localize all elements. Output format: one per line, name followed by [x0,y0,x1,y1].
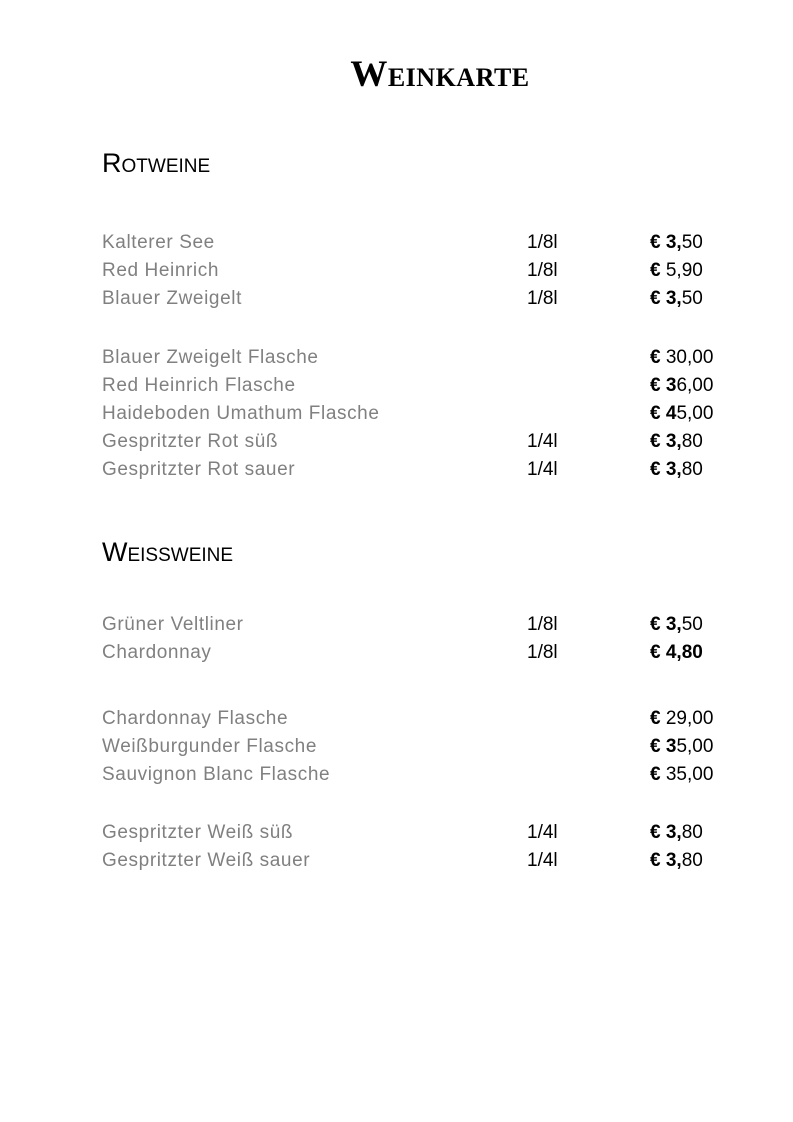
wine-row [0,761,793,789]
wine-name: Red Heinrich [102,260,220,281]
wine-name: Chardonnay Flasche [102,708,289,729]
wine-name: Red Heinrich Flasche [102,375,296,396]
price-rest: 5,00 [676,736,714,757]
wine-price [650,428,703,456]
price-emphasis: 3, [665,232,682,253]
price-rest: 35,00 [665,764,714,785]
wine-row [0,819,793,847]
currency-symbol: € [650,850,661,871]
price-rest: 5,90 [665,260,703,281]
wine-row [0,257,793,285]
currency-symbol: € [650,232,661,253]
currency-symbol: € [650,708,661,729]
wine-size: 1/8l [527,288,558,309]
price-rest: 30,00 [665,347,714,368]
wine-price [650,400,713,428]
price-rest: 80 [681,850,703,871]
wine-name: Blauer Zweigelt Flasche [102,347,319,368]
wine-row [0,400,793,428]
wine-name: Gespritzter Weiß süß [102,822,294,843]
wine-name: Gespritzter Rot sauer [102,459,296,480]
wine-price [650,257,703,285]
price-emphasis: 3, [665,614,682,635]
currency-symbol: € [650,822,661,843]
wine-name: Kalterer See [102,232,215,253]
currency-symbol: € [650,288,661,309]
wine-size: 1/4l [527,850,558,871]
section-heading-weissweine: Weißweine [102,537,234,567]
wine-size: 1/4l [527,459,558,480]
wine-price [650,344,713,372]
currency-symbol: € [650,375,661,396]
price-rest: 50 [681,232,703,253]
price-rest: 80 [681,822,703,843]
currency-symbol: € [650,431,661,452]
currency-symbol: € [650,614,661,635]
price-rest: 80 [681,431,703,452]
wine-price [650,611,703,639]
wine-name: Weißburgunder Flasche [102,736,318,757]
wine-row [0,456,793,484]
price-emphasis: 4,80 [665,642,703,663]
wine-row [0,611,793,639]
wine-price [650,705,713,733]
wine-price [650,847,703,875]
price-rest: 29,00 [665,708,714,729]
wine-price [650,639,703,667]
currency-symbol: € [650,260,661,281]
wine-price [650,285,703,313]
price-emphasis: 3, [665,431,682,452]
wine-name: Haideboden Umathum Flasche [102,403,380,424]
page-title: Weinkarte [350,54,530,95]
price-emphasis: 3, [665,288,682,309]
wine-price [650,229,703,257]
currency-symbol: € [650,736,661,757]
currency-symbol: € [650,347,661,368]
price-emphasis: 3 [665,375,677,396]
currency-symbol: € [650,764,661,785]
currency-symbol: € [650,403,661,424]
wine-size: 1/8l [527,232,558,253]
wine-row [0,705,793,733]
price-rest: 80 [681,459,703,480]
currency-symbol: € [650,459,661,480]
wine-price [650,456,703,484]
wine-price [650,819,703,847]
wine-size: 1/8l [527,642,558,663]
wine-row [0,428,793,456]
wine-size: 1/4l [527,822,558,843]
wine-size: 1/4l [527,431,558,452]
wine-size: 1/8l [527,614,558,635]
wine-row [0,285,793,313]
wine-name: Gespritzter Weiß sauer [102,850,311,871]
price-rest: 50 [681,288,703,309]
price-emphasis: 3 [665,736,677,757]
wine-row [0,733,793,761]
price-emphasis: 3, [665,459,682,480]
wine-size: 1/8l [527,260,558,281]
wine-row [0,372,793,400]
price-rest: 50 [681,614,703,635]
wine-name: Grüner Veltliner [102,614,244,635]
wine-row [0,847,793,875]
section-heading-rotweine: Rotweine [102,148,211,178]
wine-price [650,372,713,400]
wine-row [0,229,793,257]
price-rest: 6,00 [676,375,714,396]
price-emphasis: 3, [665,822,682,843]
price-emphasis: 4 [665,403,677,424]
wine-price [650,761,713,789]
wine-name: Sauvignon Blanc Flasche [102,764,331,785]
currency-symbol: € [650,642,661,663]
price-emphasis: 3, [665,850,682,871]
wine-name: Chardonnay [102,642,212,663]
wine-price [650,733,713,761]
wine-name: Gespritzter Rot süß [102,431,279,452]
wine-name: Blauer Zweigelt [102,288,242,309]
wine-row [0,639,793,667]
wine-row [0,344,793,372]
price-rest: 5,00 [676,403,714,424]
